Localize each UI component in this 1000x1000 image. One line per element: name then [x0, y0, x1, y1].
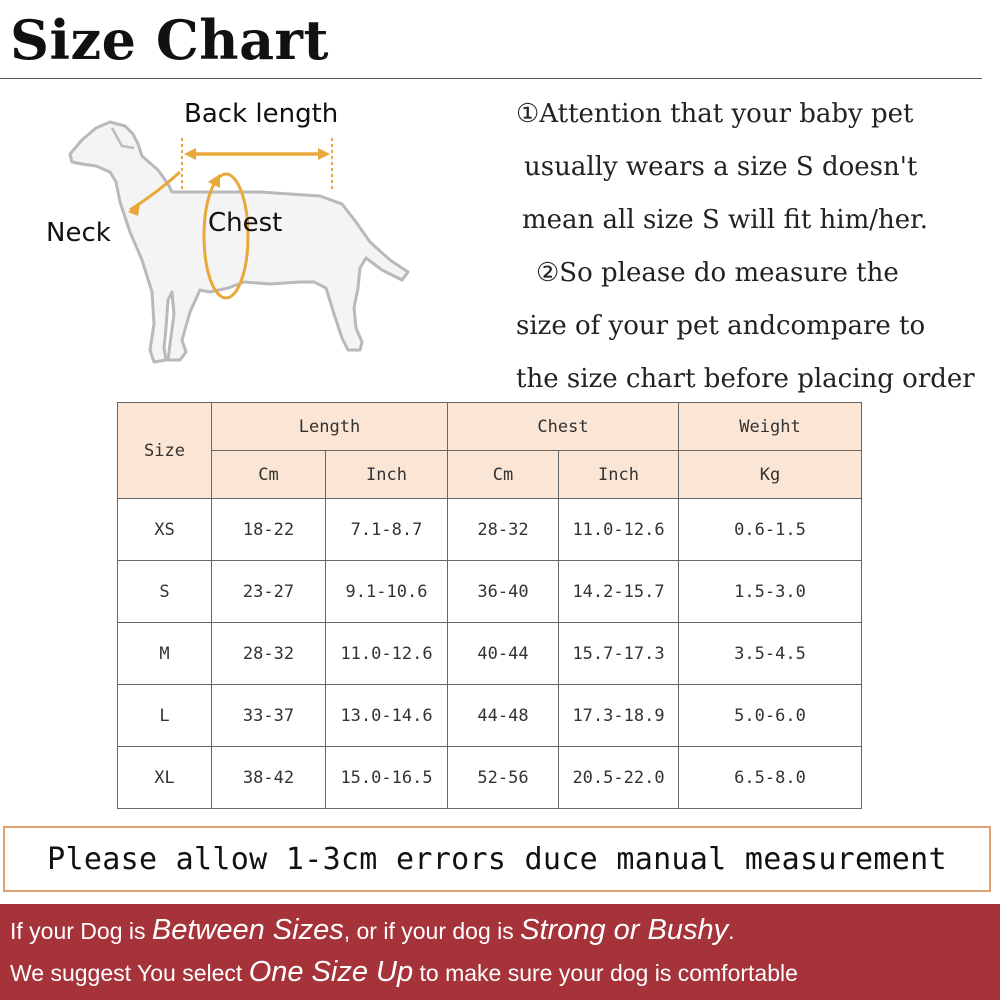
title-divider — [0, 78, 982, 79]
size-cell: XS — [118, 499, 212, 561]
table-row — [118, 623, 862, 685]
weight-kg-cell: 6.5-8.0 — [679, 747, 862, 809]
banner-text: If your Dog is — [10, 918, 152, 944]
weight-kg-header: Kg — [679, 451, 862, 499]
back-length-arrowhead-right — [318, 148, 330, 160]
table-header-row — [118, 403, 862, 451]
page-title: Size Chart — [10, 8, 329, 72]
weight-kg-cell: 0.6-1.5 — [679, 499, 862, 561]
chest-inch-cell: 17.3-18.9 — [559, 685, 679, 747]
table-row — [118, 561, 862, 623]
length-inch-cell: 11.0-12.6 — [326, 623, 448, 685]
length-inch-header: Inch — [326, 451, 448, 499]
measurement-note — [500, 88, 975, 406]
banner-text: , or if your dog is — [343, 918, 521, 944]
length-cm-cell: 28-32 — [212, 623, 326, 685]
chest-inch-cell: 14.2-15.7 — [559, 561, 679, 623]
back-length-arrowhead-left — [184, 148, 196, 160]
length-inch-cell: 15.0-16.5 — [326, 747, 448, 809]
chest-inch-cell: 15.7-17.3 — [559, 623, 679, 685]
banner-line-2 — [10, 956, 798, 989]
banner-emphasis: Between Sizes — [151, 914, 344, 946]
chest-label: Chest — [208, 208, 283, 238]
error-note-text: Please allow 1-3cm errors duce manual measurement — [47, 842, 947, 877]
banner-text: We suggest You select — [10, 960, 249, 986]
error-note-box — [3, 826, 991, 892]
chest-cm-cell: 52-56 — [448, 747, 559, 809]
length-header: Length — [212, 403, 448, 451]
size-cell: XL — [118, 747, 212, 809]
note-line-4: ②So please do measure the — [536, 258, 899, 288]
note-line-2: usually wears a size S doesn't — [524, 152, 918, 182]
size-cell: M — [118, 623, 212, 685]
size-table — [117, 402, 862, 809]
banner-text: . — [728, 918, 735, 944]
note-line-3: mean all size S will fit him/her. — [522, 205, 928, 235]
chest-inch-cell: 20.5-22.0 — [559, 747, 679, 809]
note-line-1: ①Attention that your baby pet — [516, 99, 914, 129]
chest-header: Chest — [448, 403, 679, 451]
banner-emphasis: Strong or Bushy — [520, 914, 729, 946]
neck-label: Neck — [46, 218, 111, 248]
note-line-5: size of your pet andcompare to — [516, 311, 926, 341]
back-length-label: Back length — [184, 99, 339, 129]
length-inch-cell: 7.1-8.7 — [326, 499, 448, 561]
sizing-advice-banner — [0, 904, 1000, 1000]
size-cell: L — [118, 685, 212, 747]
banner-emphasis: One Size Up — [248, 956, 414, 988]
length-cm-cell: 23-27 — [212, 561, 326, 623]
weight-header: Weight — [679, 403, 862, 451]
chest-cm-cell: 36-40 — [448, 561, 559, 623]
length-cm-header: Cm — [212, 451, 326, 499]
length-cm-cell: 38-42 — [212, 747, 326, 809]
banner-line-1 — [10, 914, 734, 947]
table-row — [118, 747, 862, 809]
chest-inch-header: Inch — [559, 451, 679, 499]
table-unit-row — [118, 451, 862, 499]
length-inch-cell: 13.0-14.6 — [326, 685, 448, 747]
size-header: Size — [118, 403, 212, 499]
weight-kg-cell: 3.5-4.5 — [679, 623, 862, 685]
chest-cm-cell: 40-44 — [448, 623, 559, 685]
note-line-6: the size chart before placing order — [516, 364, 975, 394]
size-cell: S — [118, 561, 212, 623]
table-row — [118, 685, 862, 747]
weight-kg-cell: 5.0-6.0 — [679, 685, 862, 747]
dog-outline — [70, 122, 408, 362]
chest-cm-cell: 28-32 — [448, 499, 559, 561]
banner-text: to make sure your dog is comfortable — [413, 960, 798, 986]
chest-inch-cell: 11.0-12.6 — [559, 499, 679, 561]
length-cm-cell: 18-22 — [212, 499, 326, 561]
weight-kg-cell: 1.5-3.0 — [679, 561, 862, 623]
chest-cm-header: Cm — [448, 451, 559, 499]
length-cm-cell: 33-37 — [212, 685, 326, 747]
length-inch-cell: 9.1-10.6 — [326, 561, 448, 623]
table-row — [118, 499, 862, 561]
chest-cm-cell: 44-48 — [448, 685, 559, 747]
